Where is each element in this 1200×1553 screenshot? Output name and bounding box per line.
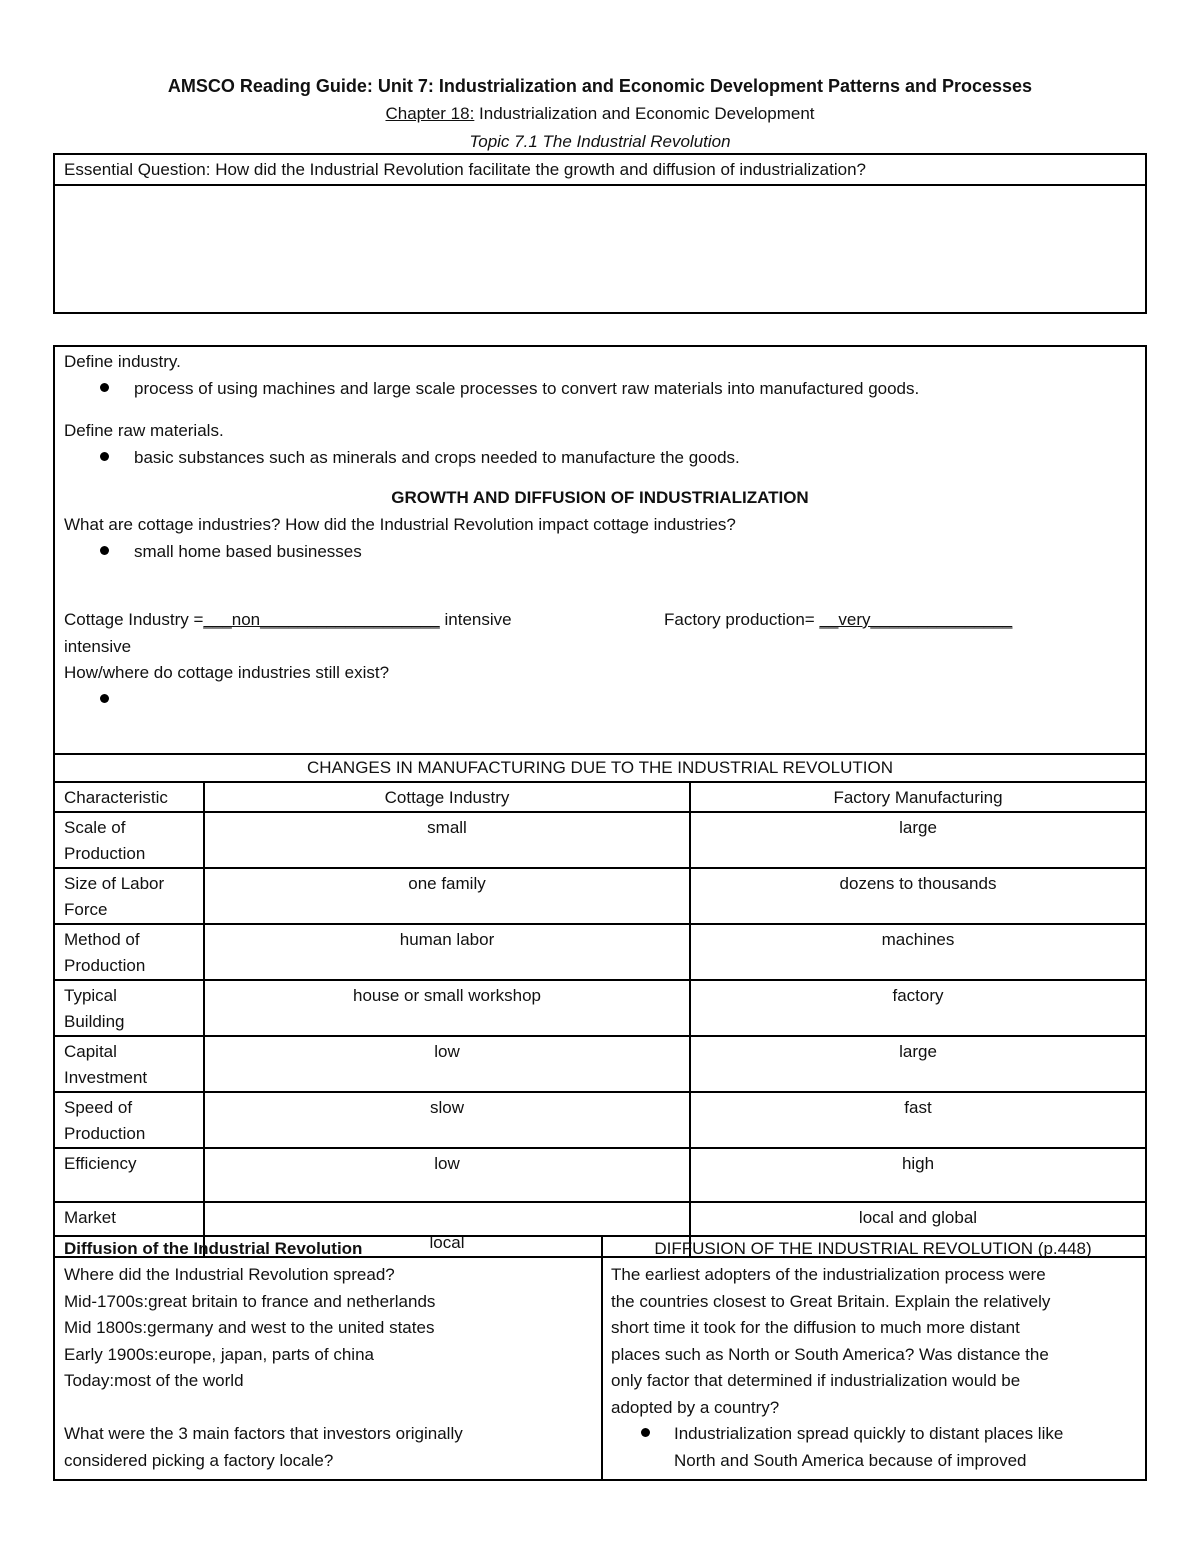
diffusion-left-prompt: Where did the Industrial Revolution spread? (64, 1265, 395, 1284)
factors-question-line1: What were the 3 main factors that investors originally (64, 1424, 463, 1443)
define-industry-prompt: Define industry. (64, 352, 181, 371)
diffusion-answer-line2: North and South America because of improved (674, 1451, 1027, 1470)
factory-cell: dozens to thousands (690, 868, 1145, 924)
cottage-cell: house or small workshop (204, 980, 690, 1036)
factory-cell: large (690, 1036, 1145, 1092)
definitions-section (55, 347, 1145, 755)
cottage-cell: small (204, 812, 690, 868)
bullet-icon (100, 546, 109, 555)
factors-question-line2: considered picking a factory locale? (64, 1451, 334, 1470)
essential-question: Essential Question: How did the Industrial Revolution facilitate the growth and diffusion of industrialization? (55, 155, 1145, 186)
chapter-label: Chapter 18: (385, 104, 475, 123)
diffusion-right-line: the countries closest to Great Britain. Explain the relatively (611, 1292, 1051, 1311)
table-row: Efficiency low high (55, 1148, 1145, 1202)
industry-answer-item (100, 376, 919, 402)
bullet-icon (100, 452, 109, 461)
diffusion-section (55, 1235, 1145, 1481)
cottage-answer: small home based businesses (134, 542, 362, 561)
cottage-cell: slow (204, 1092, 690, 1148)
diffusion-right-line: short time it took for the diffusion to much more distant (611, 1318, 1020, 1337)
cottage-cell: local (204, 1202, 690, 1257)
table-header-row (55, 782, 1145, 812)
table-row: Method of Production human labor machines (55, 924, 1145, 980)
diffusion-line: Mid 1800s:germany and west to the united states (64, 1318, 435, 1337)
bullet-icon (100, 694, 109, 703)
table-row: Speed of Production slow fast (55, 1092, 1145, 1148)
factory-cell: local and global (690, 1202, 1145, 1257)
raw-answer: basic substances such as minerals and crops needed to manufacture the goods. (134, 448, 740, 467)
diffusion-right-column (603, 1237, 1145, 1481)
cottage-cell: low (204, 1036, 690, 1092)
notes-section (53, 345, 1147, 1481)
section-heading: GROWTH AND DIFFUSION OF INDUSTRIALIZATION (391, 488, 809, 507)
industry-answer: process of using machines and large scale processes to convert raw materials into manufactured goods. (134, 379, 920, 398)
exist-prompt: How/where do cottage industries still exist? (64, 663, 390, 682)
diffusion-right-line: The earliest adopters of the industrialization process were (611, 1265, 1046, 1284)
raw-answer-item (100, 445, 740, 471)
factory-cell: high (690, 1148, 1145, 1202)
header-cottage: Cottage Industry (204, 782, 690, 812)
table-row: Size of Labor Force one family dozens to thousands (55, 868, 1145, 924)
intensive-word: intensive (64, 637, 132, 656)
factory-cell: factory (690, 980, 1145, 1036)
diffusion-line: Mid-1700s:great britain to france and netherlands (64, 1292, 436, 1311)
topic-line: Topic 7.1 The Industrial Revolution (469, 132, 731, 151)
diffusion-answer-item (641, 1421, 1063, 1447)
cottage-cell: human labor (204, 924, 690, 980)
diffusion-right-line: only factor that determined if industrialization would be (611, 1371, 1021, 1390)
factory-cell: large (690, 812, 1145, 868)
document-title: AMSCO Reading Guide: Unit 7: Industrialization and Economic Development Patterns and Processes (167, 76, 1033, 96)
essential-question-box (53, 153, 1147, 314)
bullet-icon (641, 1428, 650, 1437)
diffusion-right-line: adopted by a country? (611, 1398, 780, 1417)
diffusion-answer-line1: Industrialization spread quickly to distant places like (674, 1424, 1064, 1443)
table-title: CHANGES IN MANUFACTURING DUE TO THE INDUSTRIAL REVOLUTION (55, 753, 1145, 782)
diffusion-left-heading: Diffusion of the Industrial Revolution (64, 1239, 363, 1258)
cottage-blank[interactable]: ___non___________________ (203, 610, 440, 629)
diffusion-line: Early 1900s:europe, japan, parts of china (64, 1345, 374, 1364)
table-row: Typical Building house or small workshop factory (55, 980, 1145, 1036)
diffusion-right-line: places such as North or South America? Was distance the (611, 1345, 1049, 1364)
cottage-prompt: What are cottage industries? How did the Industrial Revolution impact cottage industries? (64, 515, 736, 534)
bullet-icon (100, 383, 109, 392)
chapter-title: Industrialization and Economic Development (474, 104, 815, 123)
diffusion-left-column (55, 1237, 603, 1481)
cottage-equation: Cottage Industry =___non___________________ intensive (64, 610, 512, 629)
diffusion-right-heading: DIFFUSION OF THE INDUSTRIAL REVOLUTION (p.448) (654, 1239, 1092, 1258)
factory-cell: fast (690, 1092, 1145, 1148)
table-row: Capital Investment low large (55, 1036, 1145, 1092)
cottage-cell: low (204, 1148, 690, 1202)
factory-equation: Factory production= __very_______________ (664, 610, 1013, 629)
diffusion-line: Today:most of the world (64, 1371, 244, 1390)
cottage-answer-item (100, 539, 362, 565)
table-row: Scale of Production small large (55, 812, 1145, 868)
header-factory: Factory Manufacturing (690, 782, 1145, 812)
define-raw-prompt: Define raw materials. (64, 421, 224, 440)
header-characteristic: Characteristic (55, 782, 204, 812)
table-title-row (55, 753, 1145, 782)
changes-table (55, 753, 1145, 1258)
exist-answer-item[interactable] (100, 687, 134, 713)
table-row: Market local local and global (55, 1202, 1145, 1257)
chapter-line (0, 100, 1200, 128)
document-header (0, 72, 1200, 156)
cottage-cell: one family (204, 868, 690, 924)
factory-blank[interactable]: __very_______________ (819, 610, 1013, 629)
factory-cell: machines (690, 924, 1145, 980)
